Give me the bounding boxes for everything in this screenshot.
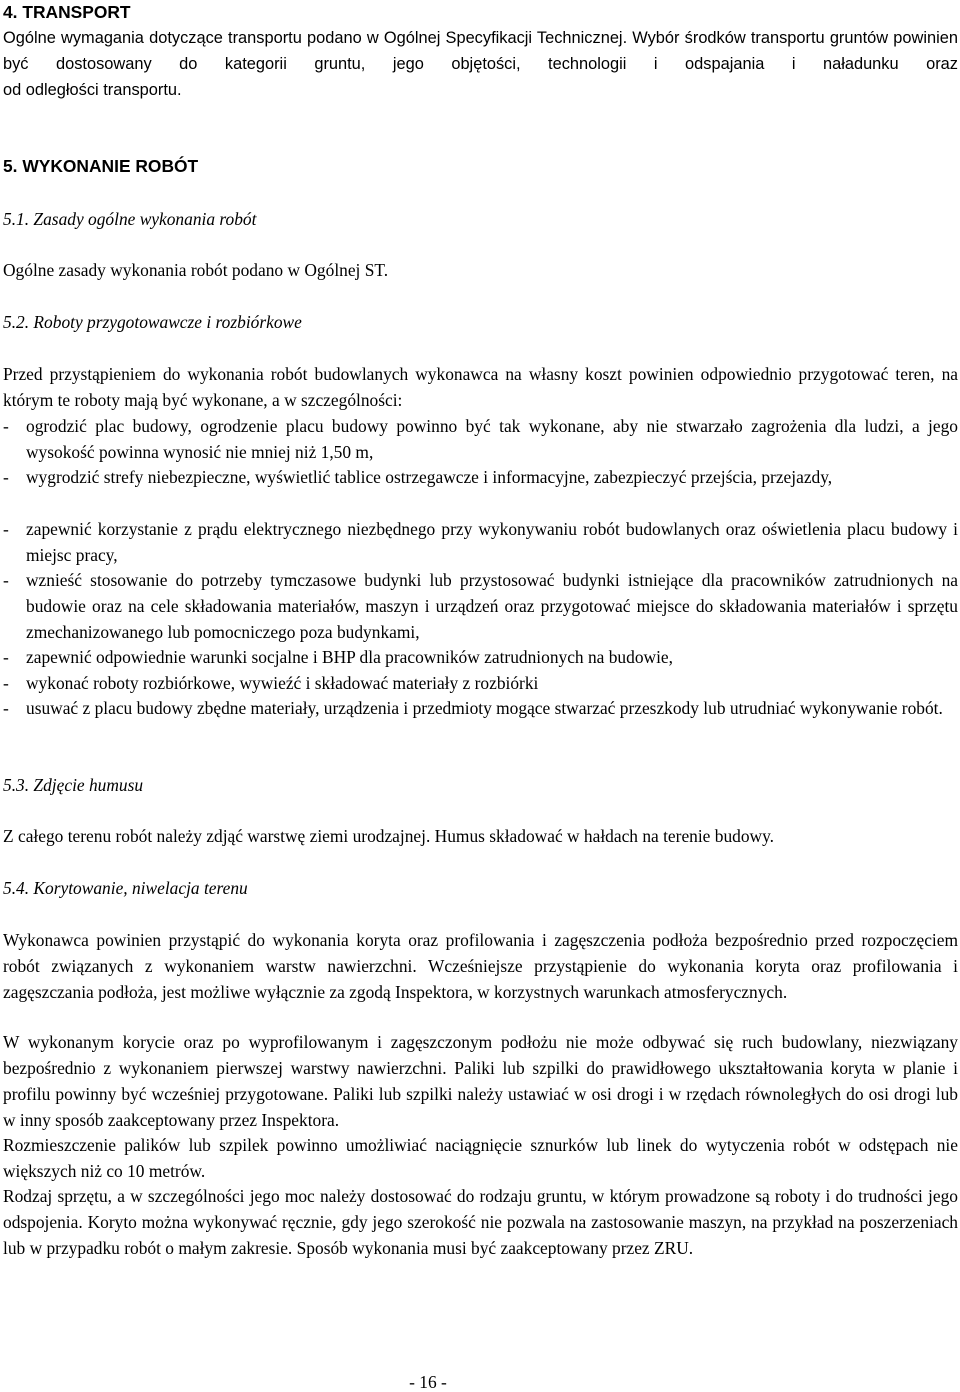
section-5-4-title: 5.4. Korytowanie, niwelacja terenu xyxy=(3,878,248,898)
section-5-3-title: 5.3. Zdjęcie humusu xyxy=(3,775,144,795)
list-item-text: zapewnić odpowiednie warunki socjalne i BHP dla pracowników zatrudnionych na budowie, xyxy=(26,647,673,667)
list-dash: - xyxy=(3,570,9,590)
section-5-4-paragraph-3: Rozmieszczenie palików lub szpilek powinno umożliwiać naciągnięcie sznurków lub linek do wytyczenia robót w odstępach nie większych niż co 10 metrów. xyxy=(3,1135,958,1181)
list-item-text: ogrodzić plac budowy, ogrodzenie placu budowy powinno być tak wykonane, aby nie stwarzało zagrożenia dla ludzi, a jego wysokość powinna wynosić nie mniej niż 1,50 m, xyxy=(26,416,958,462)
list-dash: - xyxy=(3,698,9,718)
section-5-4-paragraph-2: W wykonanym korycie oraz po wyprofilowanym i zagęszczonym podłożu nie może odbywać się ruch budowlany, niezwiązany bezpośrednio z wykonaniem pierwszej warstwy nawierzchni. Paliki lub szpilki do prawidłowego ukształtowania koryta w planie i profilu powinny być wcześniej przygotowane. Paliki lub szpilki należy ustawiać w osi drogi i w rzędach równoległych do osi drogi lub w inny sposób zaakceptowany przez Inspektora. xyxy=(3,1032,958,1130)
list-dash: - xyxy=(3,467,9,487)
list-dash: - xyxy=(3,519,9,539)
section-4-paragraph: Ogólne wymagania dotyczące transportu podano w Ogólnej Specyfikacji Technicznej. Wybór środków transportu gruntów powinien być dostosowany do kategorii gruntu, jego objętości, technologii i odspajania i naładunku oraz xyxy=(3,29,958,73)
section-5-2-intro: Przed przystąpieniem do wykonania robót budowlanych wykonawca na własny koszt powinien odpowiednio przygotować teren, na którym te roboty mają być wykonane, a w szczególności: xyxy=(3,364,958,410)
section-5-heading: 5. WYKONANIE ROBÓT xyxy=(3,156,199,176)
list-item-text: wygrodzić strefy niebezpieczne, wyświetlić tablice ostrzegawcze i informacyjne, zabezpieczyć przejścia, przejazdy, xyxy=(26,467,833,487)
list-item-text: zapewnić korzystanie z prądu elektrycznego niezbędnego przy wykonywaniu robót budowlanych oraz oświetlenia placu budowy i miejsc pracy, xyxy=(26,519,958,565)
section-5-1-title: 5.1. Zasady ogólne wykonania robót xyxy=(3,209,257,229)
list-item-text: wykonać roboty rozbiórkowe, wywieźć i składować materiały z rozbiórki xyxy=(26,673,539,693)
list-dash: - xyxy=(3,416,9,436)
section-5-1-text: Ogólne zasady wykonania robót podano w Ogólnej ST. xyxy=(3,260,389,280)
section-5-3-text: Z całego terenu robót należy zdjąć warstwę ziemi urodzajnej. Humus składować w hałdach na terenie budowy. xyxy=(3,826,775,846)
section-5-4-paragraph-4: Rodzaj sprzętu, a w szczególności jego moc należy dostosować do rodzaju gruntu, w którym prowadzone są roboty i do trudności jego odspojenia. Koryto można wykonywać ręcznie, gdy jego szerokość nie pozwala na zastosowanie maszyn, na przykład na poszerzeniach lub w przypadku robót o małym zakresie. Sposób wykonania musi być zaakceptowany przez ZRU. xyxy=(3,1186,958,1258)
list-dash: - xyxy=(3,673,9,693)
page-number: - 16 - xyxy=(409,1372,447,1392)
section-4-paragraph-end: od odległości transportu. xyxy=(3,81,182,99)
section-5-2-title: 5.2. Roboty przygotowawcze i rozbiórkowe xyxy=(3,312,302,332)
section-5-4-paragraph-1: Wykonawca powinien przystąpić do wykonania koryta oraz profilowania i zagęszczenia podłoża bezpośrednio przed rozpoczęciem robót związanych z wykonaniem warstw nawierzchni. Wcześniejsze przystąpienie do wykonania koryta oraz profilowania i zagęszczania podłoża, jest możliwe wyłącznie za zgodą Inspektora, w korzystnych warunkach atmosferycznych. xyxy=(3,930,958,1002)
list-item-text: wznieść stosowanie do potrzeby tymczasowe budynki lub przystosować budynki istniejące dla pracowników zatrudnionych na budowie oraz na cele składowania materiałów, maszyn i urządzeń oraz przygotować miejsce do składowania materiałów i sprzętu zmechanizowanego lub pomocniczego poza budynkami, xyxy=(26,570,958,642)
list-dash: - xyxy=(3,647,9,667)
list-item-text: usuwać z placu budowy zbędne materiały, urządzenia i przedmioty mogące stwarzać przeszkody lub utrudniać wykonywanie robót. xyxy=(26,698,943,718)
section-4-heading: 4. TRANSPORT xyxy=(3,2,131,22)
